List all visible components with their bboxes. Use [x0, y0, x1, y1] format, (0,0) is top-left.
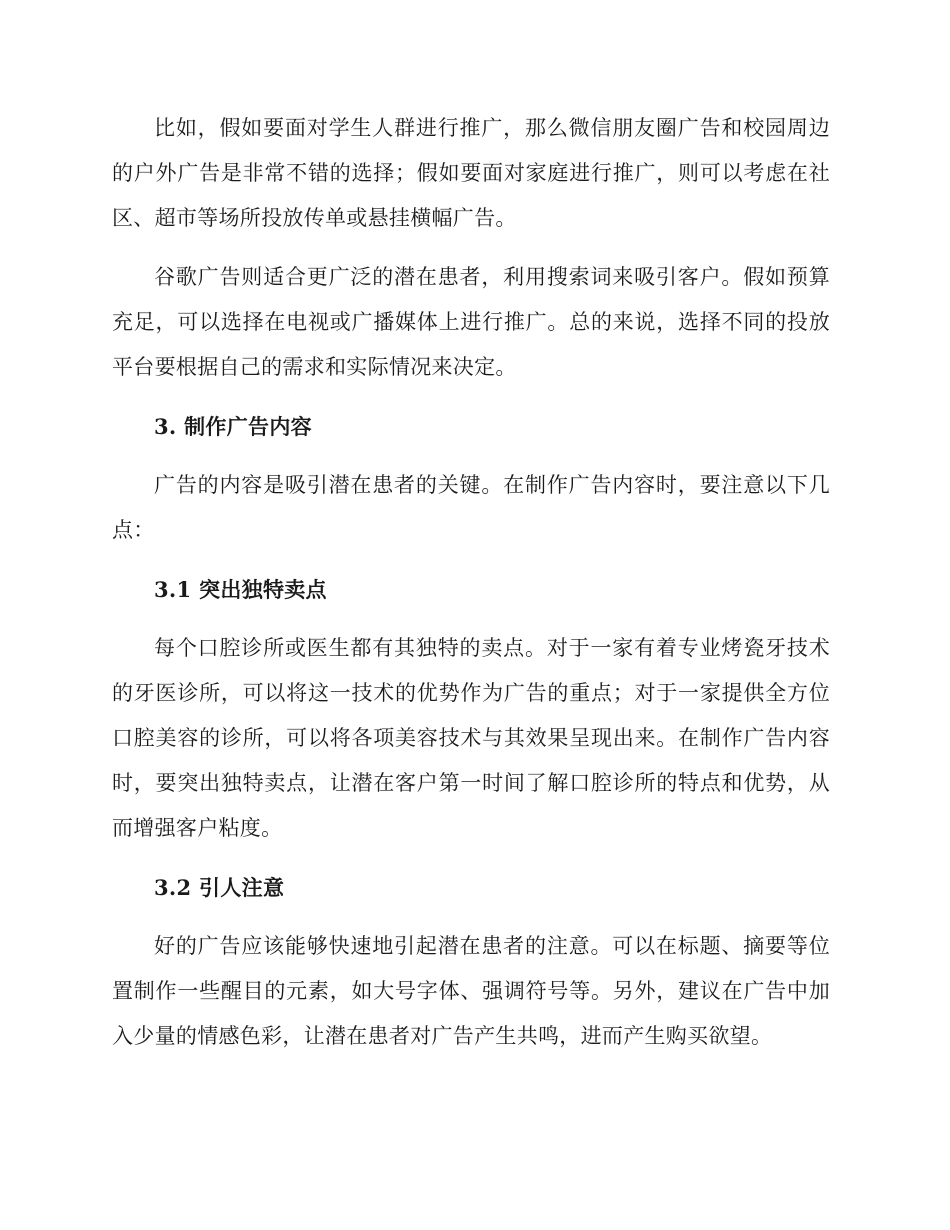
paragraph-target-audience: 比如，假如要面对学生人群进行推广，那么微信朋友圈广告和校园周边的户外广告是非常不错的选择；假如要面对家庭进行推广，则可以考虑在社区、超市等场所投放传单或悬挂横幅广告。 — [112, 116, 830, 230]
paragraph-unique-selling-point: 每个口腔诊所或医生都有其独特的卖点。对于一家有着专业烤瓷牙技术的牙医诊所，可以将这一技术的优势作为广告的重点；对于一家提供全方位口腔美容的诊所，可以将各项美容技术与其效果呈现出来。在制作广告内容时，要突出独特卖点，让潜在客户第一时间了解口腔诊所的特点和优势，从而增强客户粘度。 — [112, 636, 830, 840]
section-heading-3: 3. 制作广告内容 — [154, 414, 312, 439]
subsection-heading-3-1: 3.1 突出独特卖点 — [154, 577, 327, 602]
paragraph-attract-attention: 好的广告应该能够快速地引起潜在患者的注意。可以在标题、摘要等位置制作一些醒目的元素，如大号字体、强调符号等。另外，建议在广告中加入少量的情感色彩，让潜在患者对广告产生共鸣，进而产生购买欲望。 — [112, 934, 830, 1048]
document-body — [112, 106, 830, 1073]
subsection-heading-3-2: 3.2 引人注意 — [154, 875, 285, 900]
paragraph-google-ads: 谷歌广告则适合更广泛的潜在患者，利用搜索词来吸引客户。假如预算充足，可以选择在电视或广播媒体上进行推广。总的来说，选择不同的投放平台要根据自己的需求和实际情况来决定。 — [112, 265, 830, 379]
paragraph-ad-content-intro: 广告的内容是吸引潜在患者的关键。在制作广告内容时，要注意以下几点： — [112, 473, 830, 542]
